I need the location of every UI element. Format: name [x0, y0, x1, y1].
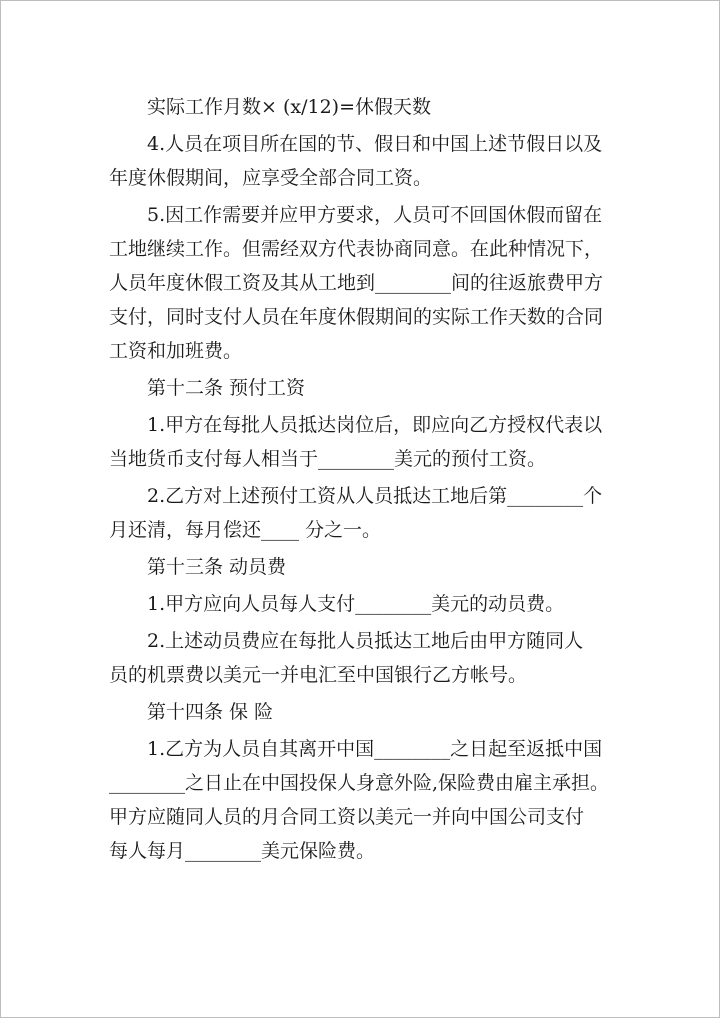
paragraph-4-line-1: 4.人员在项目所在国的节、假日和中国上述节假日以及	[147, 133, 603, 155]
article-14-item-1-line-2: ________之日止在中国投保人身意外险,保险费由雇主承担。	[109, 772, 610, 794]
article-12-item-1-line-1: 1.甲方在每批人员抵达岗位后，即应向乙方授权代表以	[147, 414, 603, 436]
article-13-item-2-line-1: 2.上述动员费应在每批人员抵达工地后由甲方随同人	[147, 630, 584, 652]
article-12-item-2-line-1: 2.乙方对上述预付工资从人员抵达工地后第________个	[147, 485, 603, 507]
paragraph-5-line-2: 工地继续工作。但需经双方代表协商同意。在此种情况下，	[109, 238, 604, 260]
paragraph-5-line-3: 人员年度休假工资及其从工地到________间的往返旅费甲方	[109, 272, 604, 294]
article-14-item-1-line-3: 甲方应随同人员的月合同工资以美元一并向中国公司支付	[109, 806, 585, 828]
article-12-heading: 第十二条 预付工资	[147, 377, 306, 399]
paragraph-4-line-2: 年度休假期间，应享受全部合同工资。	[109, 167, 433, 189]
paragraph-5-line-4: 支付，同时支付人员在年度休假期间的实际工作天数的合同	[109, 306, 604, 328]
article-13-item-2-line-2: 员的机票费以美元一并电汇至中国银行乙方帐号。	[109, 664, 528, 686]
paragraph-5-line-1: 5.因工作需要并应甲方要求，人员可不回国休假而留在	[147, 204, 603, 226]
article-12-item-2-line-2: 月还清，每月偿还____ 分之一。	[109, 519, 382, 541]
article-12-item-1-line-2: 当地货币支付每人相当于________美元的预付工资。	[109, 448, 547, 470]
article-13-item-1: 1.甲方应向人员每人支付________美元的动员费。	[147, 593, 565, 615]
formula-line: 实际工作月数× (x/12)=休假天数	[147, 96, 431, 118]
article-13-heading: 第十三条 动员费	[147, 556, 287, 578]
paragraph-5-line-5: 工资和加班费。	[109, 340, 243, 362]
document-body	[109, 90, 617, 868]
article-14-item-1-line-4: 每人每月________美元保险费。	[109, 840, 376, 862]
article-14-heading: 第十四条 保 险	[147, 701, 274, 723]
article-14-item-1-line-1: 1.乙方为人员自其离开中国________之日起至返抵中国	[147, 738, 603, 760]
